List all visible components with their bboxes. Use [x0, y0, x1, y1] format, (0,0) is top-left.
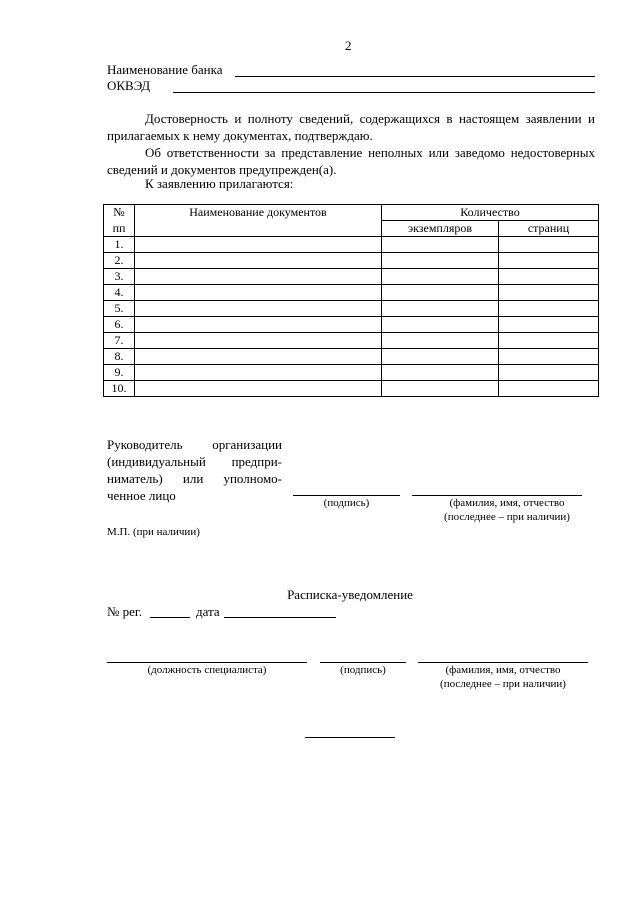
responsibility-paragraph: Об ответственности за представление неполных или заведомо недостоверных сведений и документов предупрежден(а). [107, 145, 595, 177]
pages-cell[interactable] [499, 349, 599, 365]
signature-field[interactable] [293, 495, 400, 496]
position-field[interactable] [107, 662, 307, 663]
reg-number-label: № рег. [107, 604, 143, 619]
head-line-2: (индивидуальный предпри- [107, 454, 282, 469]
receipt-title: Расписка-уведомление [287, 587, 413, 602]
signature-field-2[interactable] [320, 662, 406, 663]
col-num-header-2: пп [104, 221, 135, 237]
documents-table [103, 204, 599, 397]
pages-cell[interactable] [499, 365, 599, 381]
reg-number-field[interactable] [150, 617, 190, 618]
row-number: 8. [104, 349, 135, 365]
row-number: 5. [104, 301, 135, 317]
table-row [104, 237, 599, 253]
row-number: 10. [104, 381, 135, 397]
pages-cell[interactable] [499, 269, 599, 285]
row-number: 3. [104, 269, 135, 285]
copies-cell[interactable] [382, 349, 499, 365]
col-doc-name-header: Наименование документов [135, 205, 382, 237]
col-num-header: № [104, 205, 135, 221]
fio-field[interactable] [412, 495, 582, 496]
row-number: 2. [104, 253, 135, 269]
position-caption: (должность специалиста) [147, 664, 267, 676]
col-quantity-header: Количество [382, 205, 599, 221]
doc-name-cell[interactable] [135, 237, 382, 253]
doc-name-cell[interactable] [135, 349, 382, 365]
doc-name-cell[interactable] [135, 301, 382, 317]
date-field[interactable] [224, 617, 336, 618]
fio-caption-note: (последнее – при наличии) [444, 511, 570, 523]
pages-cell[interactable] [499, 253, 599, 269]
head-line-3: ниматель) или уполномо- [107, 471, 282, 486]
doc-name-cell[interactable] [135, 269, 382, 285]
copies-cell[interactable] [382, 285, 499, 301]
stamp-label: М.П. (при наличии) [107, 526, 200, 538]
col-pages-header: страниц [499, 221, 599, 237]
table-row [104, 317, 599, 333]
head-line-4: ченное лицо [107, 488, 176, 503]
row-number: 4. [104, 285, 135, 301]
signature-caption-2: (подпись) [340, 664, 386, 676]
copies-cell[interactable] [382, 381, 499, 397]
pages-cell[interactable] [499, 285, 599, 301]
fio-caption-2: (фамилия, имя, отчество [445, 664, 561, 676]
copies-cell[interactable] [382, 317, 499, 333]
okved-field[interactable] [173, 92, 595, 93]
attached-label: К заявлению прилагаются: [145, 176, 294, 191]
table-row [104, 333, 599, 349]
bank-name-label: Наименование банка [107, 62, 223, 77]
confirmation-paragraph: Достоверность и полноту сведений, содержащихся в настоящем заявлении и прилагаемых к нему документах, подтверждаю. [107, 111, 595, 143]
copies-cell[interactable] [382, 333, 499, 349]
pages-cell[interactable] [499, 381, 599, 397]
copies-cell[interactable] [382, 301, 499, 317]
doc-name-cell[interactable] [135, 381, 382, 397]
doc-name-cell[interactable] [135, 253, 382, 269]
signature-caption: (подпись) [323, 497, 370, 509]
copies-cell[interactable] [382, 253, 499, 269]
head-line-1: Руководитель организации [107, 437, 282, 452]
doc-name-cell[interactable] [135, 285, 382, 301]
bank-name-field[interactable] [235, 76, 595, 77]
pages-cell[interactable] [499, 237, 599, 253]
fio-field-2[interactable] [418, 662, 588, 663]
closing-line [305, 737, 395, 738]
table-row [104, 349, 599, 365]
copies-cell[interactable] [382, 269, 499, 285]
pages-cell[interactable] [499, 317, 599, 333]
table-header-row [104, 205, 599, 221]
copies-cell[interactable] [382, 237, 499, 253]
table-row [104, 365, 599, 381]
table-row [104, 285, 599, 301]
table-row [104, 269, 599, 285]
pages-cell[interactable] [499, 333, 599, 349]
doc-name-cell[interactable] [135, 365, 382, 381]
doc-name-cell[interactable] [135, 317, 382, 333]
table-row [104, 301, 599, 317]
col-copies-header: экземпляров [382, 221, 499, 237]
table-row [104, 253, 599, 269]
row-number: 1. [104, 237, 135, 253]
row-number: 7. [104, 333, 135, 349]
pages-cell[interactable] [499, 301, 599, 317]
table-row [104, 381, 599, 397]
row-number: 6. [104, 317, 135, 333]
fio-caption-note-2: (последнее – при наличии) [440, 678, 566, 690]
copies-cell[interactable] [382, 365, 499, 381]
row-number: 9. [104, 365, 135, 381]
date-label: дата [196, 604, 220, 619]
okved-label: ОКВЭД [107, 78, 151, 93]
doc-name-cell[interactable] [135, 333, 382, 349]
fio-caption: (фамилия, имя, отчество [449, 497, 565, 509]
page-number: 2 [345, 38, 352, 53]
head-of-organization-label [107, 436, 282, 504]
